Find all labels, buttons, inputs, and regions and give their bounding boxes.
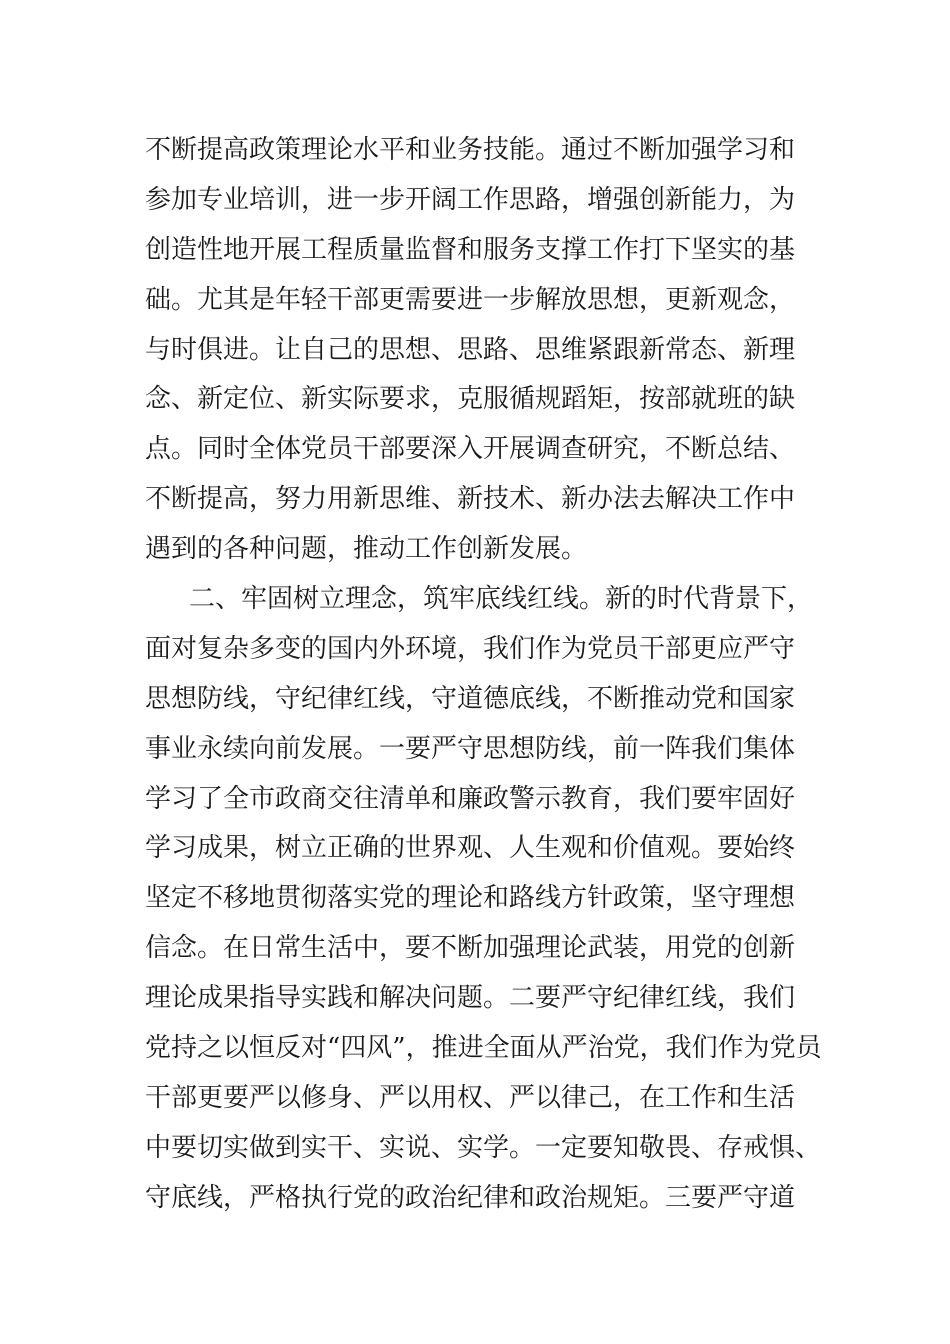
- text-line: 学习了全市政商交往清单和廉政警示教育，我们要牢固好: [145, 783, 796, 814]
- text-line: 信念。在日常生活中，要不断加强理论武装，用党的创新: [145, 933, 796, 964]
- text-line: 创造性地开展工程质量监督和服务支撑工作打下坚实的基: [145, 234, 796, 265]
- text-line: 参加专业培训，进一步开阔工作思路，增强创新能力，为: [145, 184, 796, 215]
- text-line: 中要切实做到实干、实说、实学。一定要知敬畏、存戒惧、: [145, 1132, 822, 1163]
- text-line: 事业永续向前发展。一要严守思想防线，前一阵我们集体: [145, 733, 796, 764]
- text-line: 理论成果指导实践和解决问题。二要严守纪律红线，我们: [145, 983, 796, 1014]
- text-line: 坚定不移地贯彻落实党的理论和路线方针政策，坚守理想: [145, 883, 796, 914]
- section-heading-line: 二、牢固树立理念，筑牢底线红线。新的时代背景下，: [189, 584, 814, 615]
- text-line: 干部更要严以修身、严以用权、严以律己，在工作和生活: [145, 1082, 796, 1113]
- text-line: 学习成果，树立正确的世界观、人生观和价值观。要始终: [145, 833, 796, 864]
- text-line: 面对复杂多变的国内外环境，我们作为党员干部更应严守: [145, 633, 796, 664]
- text-line: 党持之以恒反对“四风”，推进全面从严治党，我们作为党员: [145, 1033, 822, 1064]
- text-line: 念、新定位、新实际要求，克服循规蹈矩，按部就班的缺: [145, 384, 796, 415]
- text-line: 思想防线，守纪律红线，守道德底线，不断推动党和国家: [145, 683, 796, 714]
- text-line: 不断提高，努力用新思维、新技术、新办法去解决工作中: [145, 484, 796, 515]
- text-line: 与时俱进。让自己的思想、思路、思维紧跟新常态、新理: [145, 334, 796, 365]
- text-line: 遇到的各种问题，推动工作创新发展。: [145, 534, 588, 565]
- text-line: 础。尤其是年轻干部更需要进一步解放思想，更新观念，: [145, 284, 796, 315]
- text-line: 点。同时全体党员干部要深入开展调查研究，不断总结、: [145, 434, 796, 465]
- text-line: 守底线，严格执行党的政治纪律和政治规矩。三要严守道: [145, 1182, 796, 1213]
- text-line: 不断提高政策理论水平和业务技能。通过不断加强学习和: [145, 135, 796, 165]
- document-body: [145, 126, 822, 1224]
